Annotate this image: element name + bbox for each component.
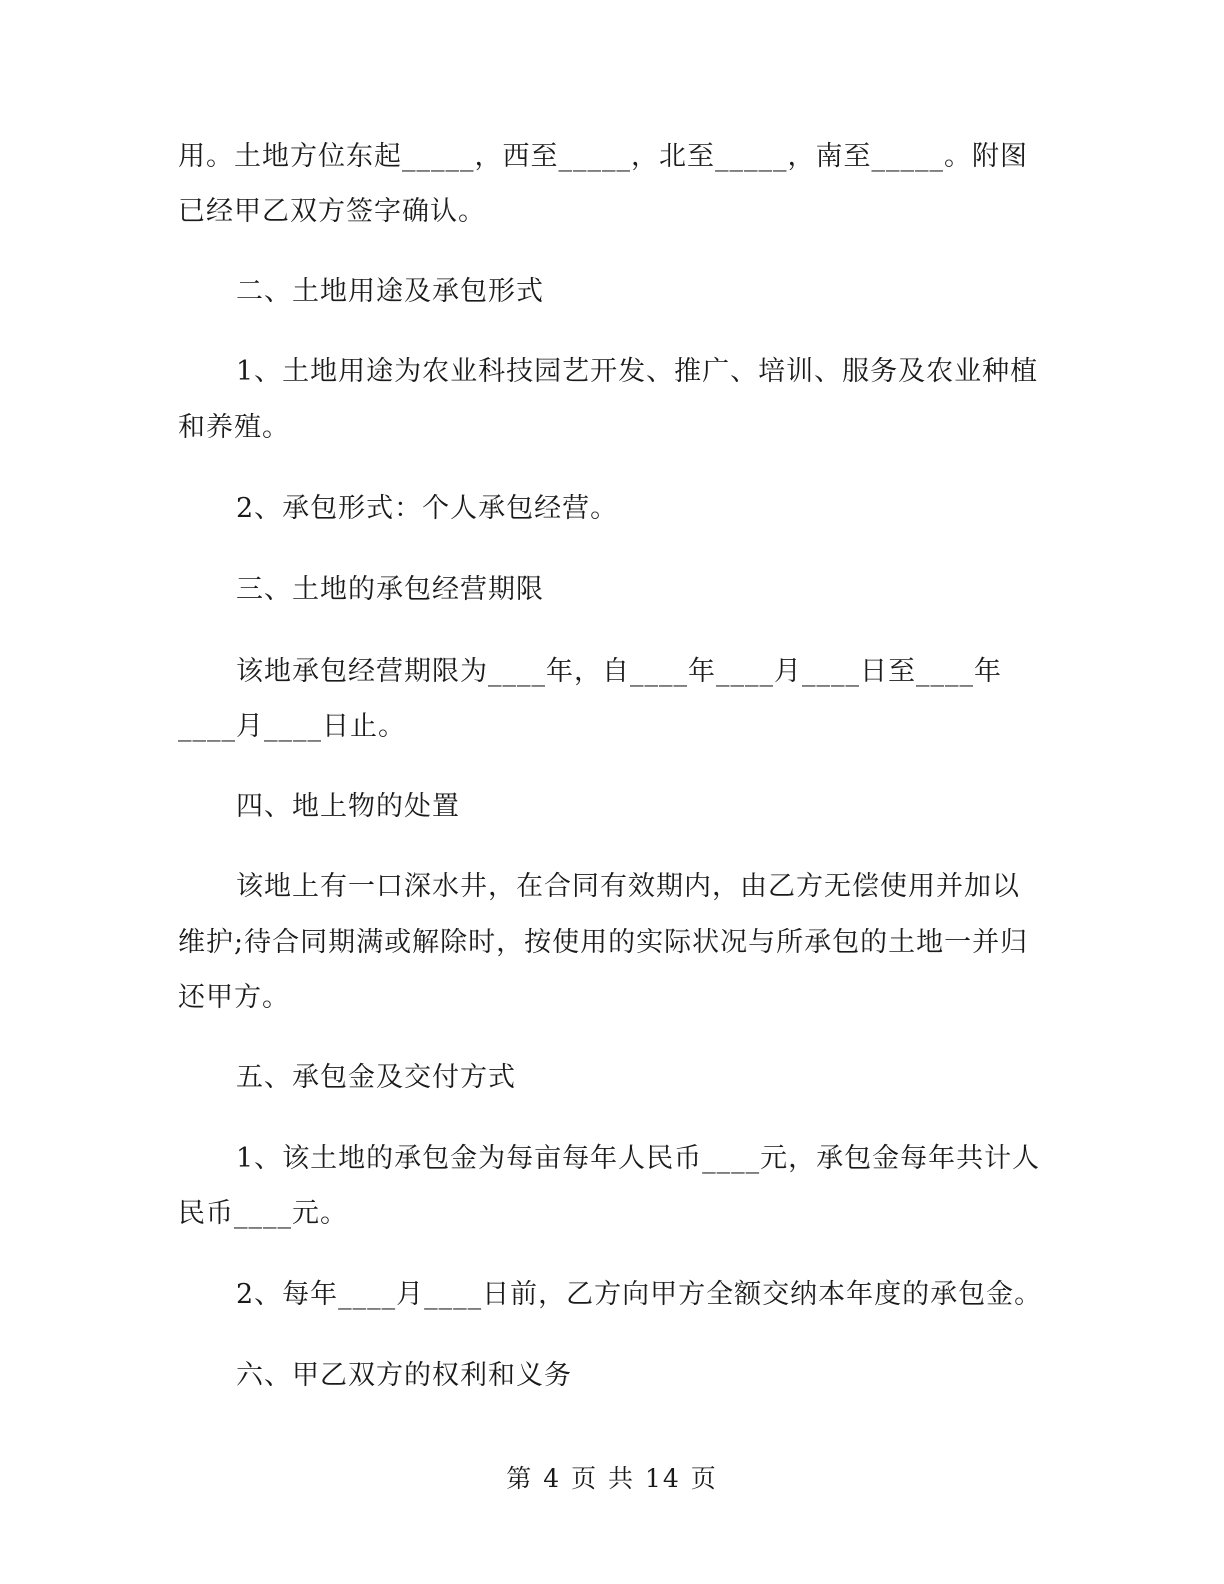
section-heading: 三、土地的承包经营期限 [236, 574, 544, 605]
page-number-footer: 第 4 页 共 14 页 [506, 1464, 718, 1493]
section-heading: 五、承包金及交付方式 [236, 1062, 516, 1093]
body-text-line: ____月____日止。 [178, 711, 406, 742]
body-text-line: 该地承包经营期限为____年，自____年____月____日至____年 [236, 656, 1002, 687]
body-text-line: 还甲方。 [178, 982, 290, 1013]
body-text-line: 1、土地用途为农业科技园艺开发、推广、培训、服务及农业种植 [236, 356, 1039, 387]
section-heading: 四、地上物的处置 [236, 791, 460, 822]
body-text-line: 1、该土地的承包金为每亩每年人民币____元，承包金每年共计人 [236, 1143, 1041, 1174]
body-text-line: 2、每年____月____日前，乙方向甲方全额交纳本年度的承包金。 [236, 1279, 1043, 1310]
body-text-line: 用。土地方位东起_____，西至_____，北至_____，南至_____。附图 [178, 141, 1028, 172]
body-text-line: 和养殖。 [178, 412, 290, 443]
body-text-line: 民币____元。 [178, 1198, 348, 1229]
body-text-line: 该地上有一口深水井，在合同有效期内，由乙方无偿使用并加以 [236, 871, 1020, 902]
body-text-line: 已经甲乙双方签字确认。 [178, 196, 486, 227]
section-heading: 六、甲乙双方的权利和义务 [236, 1360, 572, 1391]
body-text-line: 维护;待合同期满或解除时，按使用的实际状况与所承包的土地一并归 [178, 927, 1029, 958]
section-heading: 二、土地用途及承包形式 [236, 276, 544, 307]
body-text-line: 2、承包形式：个人承包经营。 [236, 493, 619, 524]
